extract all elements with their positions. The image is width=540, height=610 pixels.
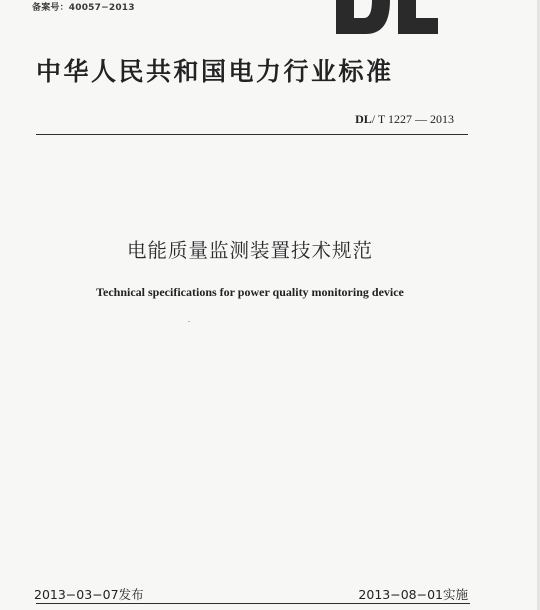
logo-letter-l xyxy=(398,0,438,34)
issue-date: 2013−03−07发布 xyxy=(34,587,144,602)
scan-speck xyxy=(188,321,190,322)
standard-number xyxy=(355,112,454,127)
standard-code: / T 1227 — 2013 xyxy=(371,112,454,126)
standard-prefix: DL xyxy=(355,112,372,126)
bottom-divider xyxy=(36,603,470,604)
issuing-standard-category: 中华人民共和国电力行业标准 xyxy=(36,57,394,86)
title-english: Technical specifications for power quality monitoring device xyxy=(96,285,404,299)
top-divider xyxy=(36,134,468,135)
record-number: 备案号：40057−2013 xyxy=(32,3,135,13)
title-chinese: 电能质量监测装置技术规范 xyxy=(126,239,373,262)
dl-logo xyxy=(332,0,442,38)
logo-letter-d xyxy=(336,0,390,34)
implementation-date: 2013−08−01实施 xyxy=(358,587,468,602)
